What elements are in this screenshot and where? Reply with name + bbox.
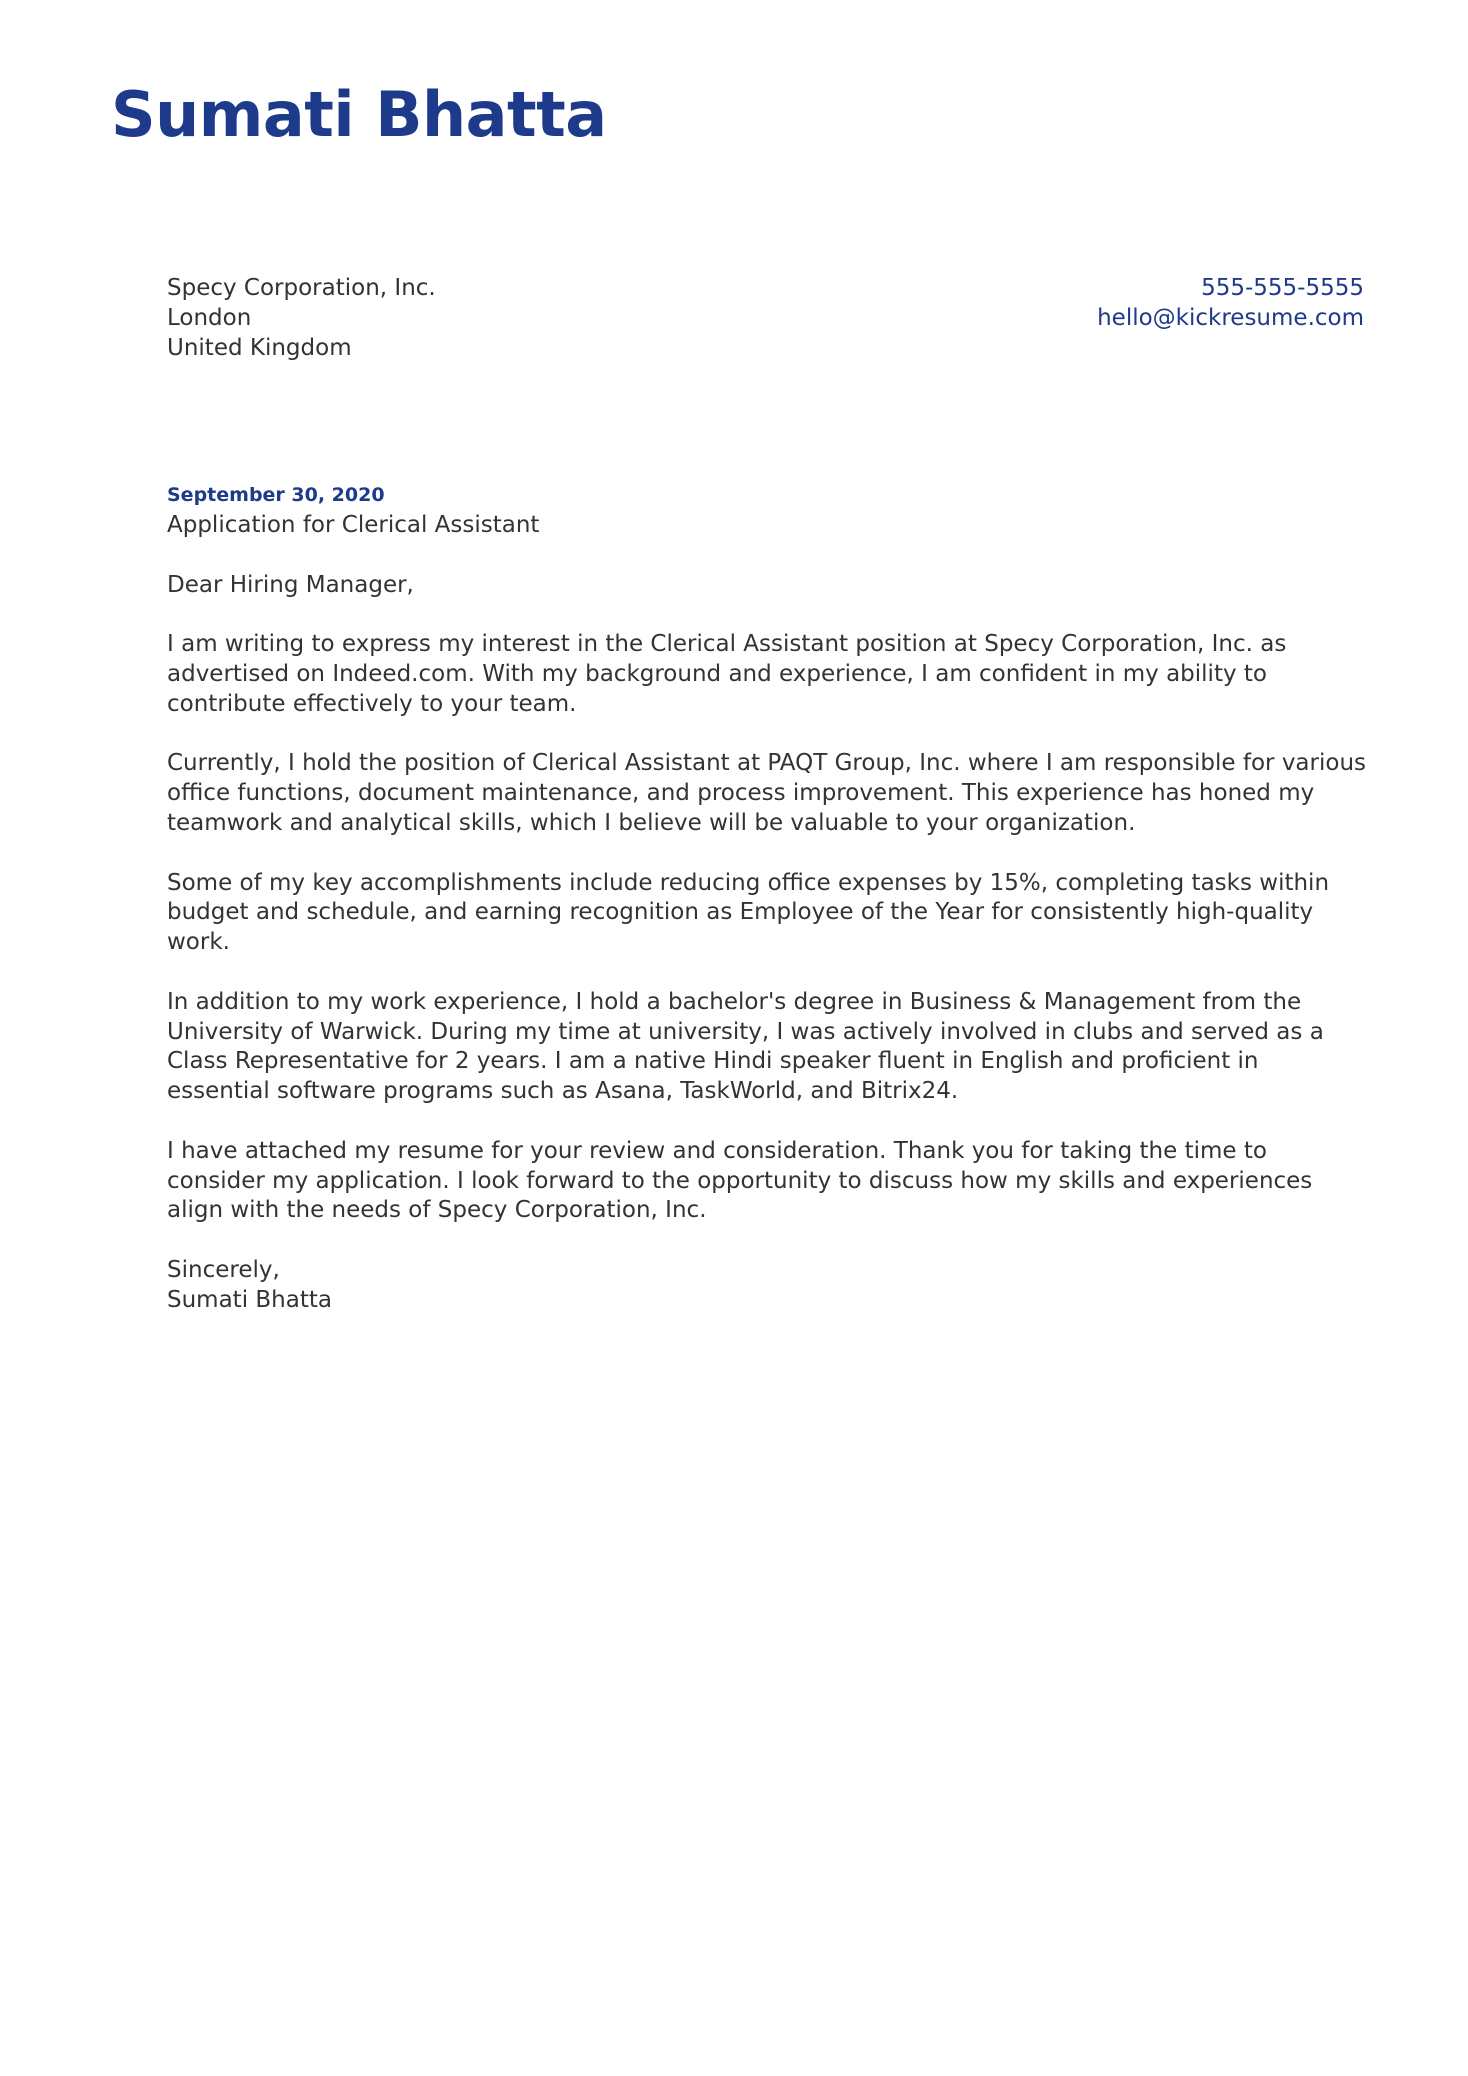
- sender-name: Sumati Bhatta: [111, 78, 607, 151]
- letter-signature: Sumati Bhatta: [167, 1286, 332, 1313]
- recipient-city: London: [167, 305, 252, 331]
- letter-salutation: Dear Hiring Manager,: [167, 571, 414, 598]
- letter-body: [167, 511, 1367, 1316]
- letter-paragraph: Currently, I hold the position of Clerical Assistant at PAQT Group, Inc. where I am responsible for various office functions, document maintenance, and process improvement. This experience has honed my teamwork and analytical skills, which I believe will be valuable to your organization.: [167, 750, 1366, 836]
- phone-number: 555-555-5555: [1201, 275, 1364, 301]
- letter-closing: Sincerely,: [167, 1256, 280, 1283]
- letter-paragraph: I am writing to express my interest in the Clerical Assistant position at Specy Corporation, Inc. as advertised on Indeed.com. With my background and experience, I am confident in my ability to contribute effectively to your team.: [167, 631, 1287, 717]
- email-address: hello@kickresume.com: [1097, 305, 1364, 331]
- letter-subject: Application for Clerical Assistant: [167, 512, 540, 538]
- recipient-address: [167, 273, 436, 363]
- letter-paragraph: Some of my key accomplishments include reducing office expenses by 15%, completing tasks within budget and schedule, and earning recognition as Employee of the Year for consistently high-quality work.: [167, 869, 1330, 956]
- letter-date: September 30, 2020: [167, 484, 385, 506]
- sender-contact: [1097, 273, 1364, 333]
- recipient-country: United Kingdom: [167, 335, 352, 361]
- recipient-company: Specy Corporation, Inc.: [167, 275, 436, 301]
- letter-paragraph: In addition to my work experience, I hold a bachelor's degree in Business & Management from the University of Warwick. During my time at university, I was actively involved in clubs and served as a Class Representative for 2 years. I am a native Hindi speaker fluent in English and proficient in essential software programs such as Asana, TaskWorld, and Bitrix24.: [167, 988, 1324, 1105]
- letter-paragraph: I have attached my resume for your review and consideration. Thank you for taking the time to consider my application. I look forward to the opportunity to discuss how my skills and experiences align with the needs of Specy Corporation, Inc.: [167, 1137, 1313, 1224]
- letter-closing-block: [167, 1256, 1367, 1316]
